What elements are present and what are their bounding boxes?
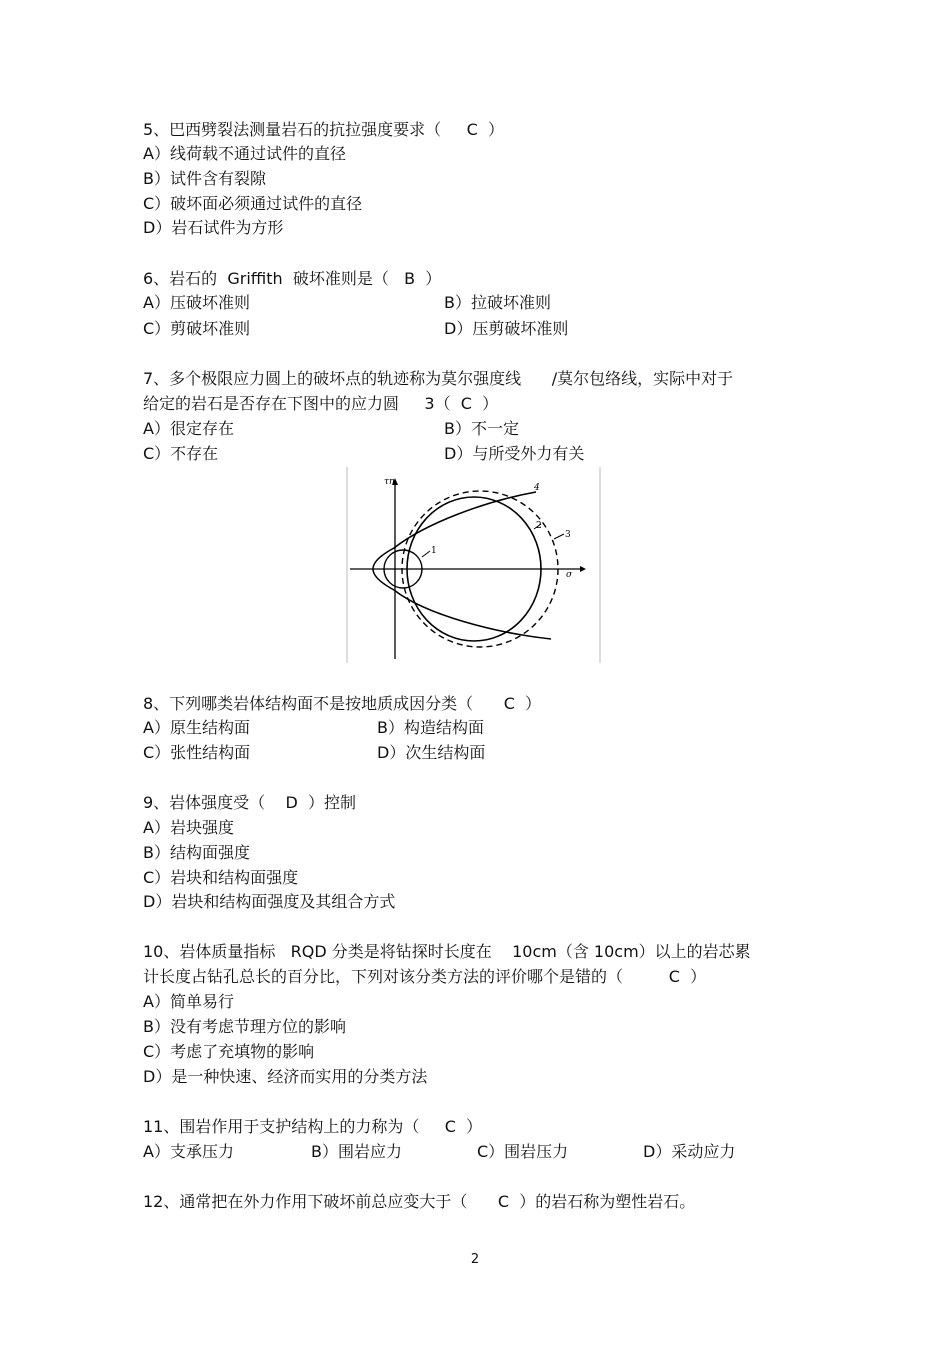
q7-option-a: A）很定存在 [143,419,234,438]
label-4: 4 [534,483,540,493]
q7-option-b: B）不一定 [444,419,519,438]
q8-option-d: D）次生结构面 [377,743,486,762]
label-1: 1 [431,546,437,556]
q10-option-d: D）是一种快速、经济而实用的分类方法 [143,1067,428,1086]
page-number: 2 [470,1252,480,1267]
q7-stem-line1: 7、多个极限应力圆上的破坏点的轨迹称为莫尔强度线 /莫尔包络线，实际中对于 [143,369,734,388]
label-3: 3 [565,530,571,540]
q11-option-a: A）支承压力 [143,1142,234,1161]
q6-option-a: A）压破坏准则 [143,293,250,312]
q8-option-b: B）构造结构面 [377,718,484,737]
q7-option-d: D）与所受外力有关 [444,444,585,463]
q9-option-d: D）岩块和结构面强度及其组合方式 [143,892,396,911]
label-3-leader [554,534,564,539]
q8-option-a: A）原生结构面 [143,718,250,737]
q6-option-b: B）拉破坏准则 [444,293,551,312]
q7-option-c: C）不存在 [143,444,219,463]
q10-option-a: A）简单易行 [143,992,234,1011]
q6-option-d: D）压剪破坏准则 [444,319,569,338]
q11-option-d: D）采动应力 [643,1142,736,1161]
q10-stem-line1: 10、岩体质量指标 RQD 分类是将钻探时长度在 10cm（含 10cm）以上的岩芯累 [143,942,751,961]
q5-option-d: D）岩石试件为方形 [143,218,284,237]
q5-stem: 5、巴西劈裂法测量岩石的抗拉强度要求（ C ） [143,120,504,139]
q9-option-c: C）岩块和结构面强度 [143,868,299,887]
mohr-diagram [346,465,602,665]
label-2: 2 [536,521,542,531]
q10-option-c: C）考虑了充填物的影响 [143,1042,315,1061]
q10-option-b: B）没有考虑节理方位的影响 [143,1017,346,1036]
q6-option-c: C）剪破坏准则 [143,319,251,338]
q5-option-c: C）破坏面必须通过试件的直径 [143,194,363,213]
q12-stem: 12、通常把在外力作用下破坏前总应变大于（ C ）的岩石称为塑性岩石。 [143,1192,696,1211]
q11-stem: 11、围岩作用于支护结构上的力称为（ C ） [143,1117,483,1136]
label-1-leader [422,551,430,557]
q10-stem-line2: 计长度占钻孔总长的百分比，下列对该分类方法的评价哪个是错的（ C ） [143,967,707,986]
q6-stem: 6、岩石的 Griffith 破坏准则是（ B ） [143,269,442,288]
q11-option-c: C）围岩压力 [477,1142,569,1161]
mohr-circle-figure [346,465,602,665]
q9-option-a: A）岩块强度 [143,818,234,837]
q8-option-c: C）张性结构面 [143,743,251,762]
q11-option-b: B）围岩应力 [311,1142,402,1161]
sigma-axis-label: σ [566,570,573,580]
sigma-axis-arrow [580,566,586,572]
q8-stem: 8、下列哪类岩体结构面不是按地质成因分类（ C ） [143,694,542,713]
tau-axis-label: τn [384,477,395,487]
q5-option-b: B）试件含有裂隙 [143,169,266,188]
q9-option-b: B）结构面强度 [143,843,250,862]
q9-stem: 9、岩体强度受（ D ）控制 [143,793,357,812]
q5-option-a: A）线荷载不通过试件的直径 [143,144,346,163]
q7-stem-line2: 给定的岩石是否存在下图中的应力圆 3（ C ） [143,394,499,413]
